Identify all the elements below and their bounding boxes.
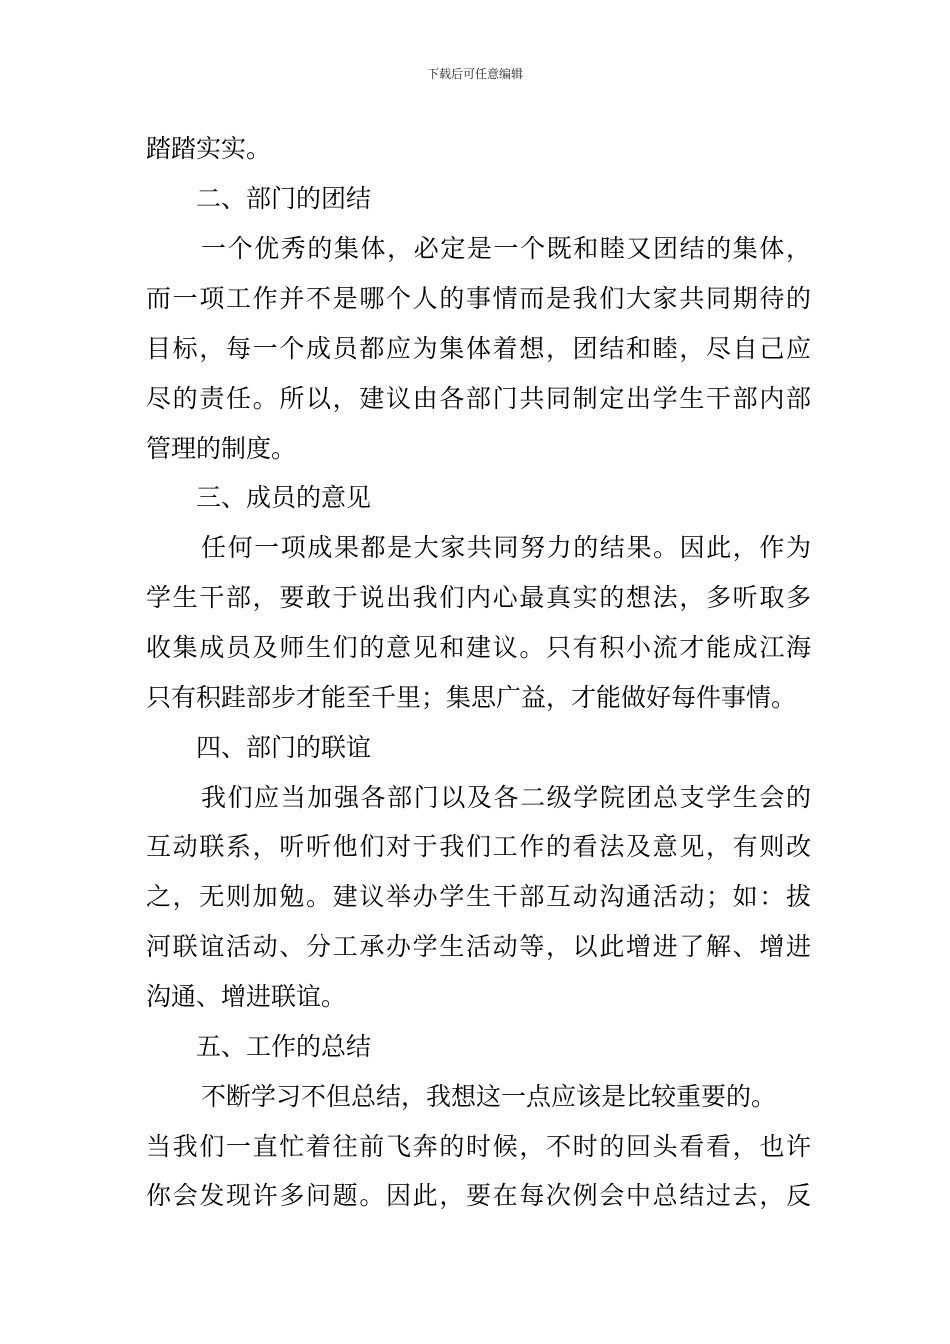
section-heading: 三、成员的意见 bbox=[196, 483, 372, 512]
section-heading: 二、部门的团结 bbox=[196, 184, 372, 213]
paragraph-line: 管理的制度。 bbox=[146, 434, 297, 463]
paragraph-line: 收集成员及师生们的意见和建议。只有积小流才能成江海 bbox=[146, 633, 811, 662]
paragraph-line: 不断学习不但总结，我想这一点应该是比较重要的。 bbox=[201, 1082, 777, 1111]
paragraph-line: 我们应当加强各部门以及各二级学院团总支学生会的 bbox=[201, 783, 811, 812]
paragraph-line: 之，无则加勉。建议举办学生干部互动沟通活动；如：拔 bbox=[146, 882, 811, 911]
section-heading: 五、工作的总结 bbox=[196, 1032, 372, 1061]
paragraph-line: 尽的责任。所以，建议由各部门共同制定出学生干部内部 bbox=[146, 384, 811, 413]
paragraph-line: 任何一项成果都是大家共同努力的结果。因此，作为 bbox=[201, 533, 811, 562]
paragraph-line: 河联谊活动、分工承办学生活动等，以此增进了解、增进 bbox=[146, 932, 811, 961]
paragraph-line: 只有积跬部步才能至千里；集思广益，才能做好每件事情。 bbox=[146, 683, 797, 712]
paragraph-line: 目标，每一个成员都应为集体着想，团结和睦，尽自己应 bbox=[146, 334, 811, 363]
section-heading: 四、部门的联谊 bbox=[196, 733, 372, 762]
paragraph-line: 你会发现许多问题。因此，要在每次例会中总结过去，反 bbox=[146, 1181, 811, 1210]
paragraph-line: 学生干部，要敢于说出我们内心最真实的想法，多听取多 bbox=[146, 583, 811, 612]
paragraph-line: 一个优秀的集体，必定是一个既和睦又团结的集体， bbox=[201, 234, 811, 263]
page-header: 下载后可任意编辑 bbox=[426, 67, 523, 81]
paragraph-line: 而一项工作并不是哪个人的事情而是我们大家共同期待的 bbox=[146, 284, 811, 313]
paragraph-line: 互动联系，听听他们对于我们工作的看法及意见，有则改 bbox=[146, 832, 811, 861]
paragraph-line: 沟通、增进联谊。 bbox=[146, 982, 347, 1011]
paragraph-line: 当我们一直忙着往前飞奔的时候，不时的回头看看，也许 bbox=[146, 1132, 811, 1161]
paragraph-line: 踏踏实实。 bbox=[146, 134, 272, 163]
